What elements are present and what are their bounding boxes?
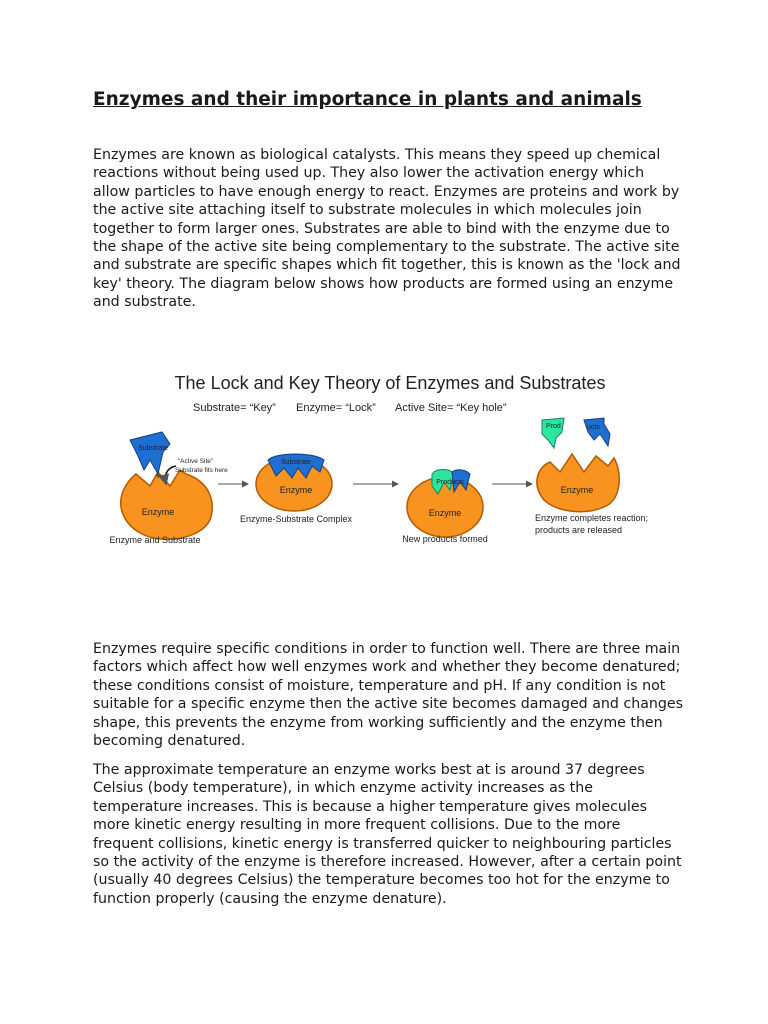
product-fragment-prod: Prod: [546, 423, 561, 430]
legend-substrate: Substrate= “Key”: [193, 402, 276, 414]
stage-products-released: [535, 418, 648, 535]
stage-enzyme-substrate-complex: [240, 454, 353, 524]
product-fragment-ucts: ucts: [587, 424, 600, 431]
enzyme-shape: [121, 470, 212, 539]
enzyme-label-3: Enzyme: [428, 508, 462, 518]
legend-enzyme: Enzyme= “Lock”: [296, 402, 376, 414]
paragraph-temperature: The approximate temperature an enzyme works best at is around 37 degrees Celsius (body temperature), in which enzyme activity increases as the temperature increases. This is because a higher temperature gives molecules more kinetic energy resulting in more frequent collisions. Due to the more frequent collisions, kinetic energy is transferred quicker to neighbouring particles so the activity of the enzyme is therefore increased. However, after a certain point (usually 40 degrees Celsius) the temperature becomes too hot for the enzyme to function properly (causing the enzyme denature).: [93, 762, 682, 907]
products-label: Products: [436, 479, 464, 486]
enzyme-shape: [537, 454, 619, 512]
substrate-shape: [130, 432, 170, 474]
paragraph-intro: Enzymes are known as biological catalysts. This means they speed up chemical reactions without being used up. They also lower the activation energy which allow particles to have enough energy to react. Enzymes are proteins and work by the active site attaching itself to substrate molecules in which molecules join together to form larger ones. Substrates are able to bind with the enzyme due to the shape of the active site being complementary to the substrate. The active site and substrate are specific shapes which fit together, this is known as the 'lock and key' theory. The diagram below shows how products are formed using an enzyme and substrate.: [93, 147, 681, 311]
caption-new-products-formed: New products formed: [402, 534, 488, 544]
substrate-label: Substrate: [281, 459, 311, 466]
diagram-title: The Lock and Key Theory of Enzymes and Substrates: [174, 373, 606, 393]
enzyme-label-1: Enzyme: [141, 507, 175, 517]
active-site-note: “Active Site”: [178, 458, 214, 465]
plus-sign: +: [155, 471, 161, 482]
legend-active-site: Active Site= “Key hole”: [395, 402, 507, 414]
enzyme-label-4: Enzyme: [560, 485, 594, 495]
enzyme-shape: [407, 477, 483, 537]
product-released-blue: [584, 418, 610, 446]
active-site-note-2: Substrate fits here: [175, 467, 228, 474]
enzyme-label-2: Enzyme: [279, 485, 313, 495]
lock-and-key-diagram: [100, 362, 680, 552]
substrate-label: Substrate: [138, 445, 168, 452]
caption-products-released: products are released: [535, 525, 623, 535]
caption-enzyme-and-substrate: Enzyme and Substrate: [109, 535, 201, 545]
paragraph-conditions: Enzymes require specific conditions in order to function well. There are three main factors which affect how well enzymes work and whether they become denatured; these conditions consist of moisture, temperature and pH. If any condition is not suitable for a specific enzyme then the active site becomes damaged and changes shape, this prevents the enzyme from working sufficiently and the enzyme then becoming denatured.: [93, 641, 684, 750]
stage-new-products-formed: [402, 470, 488, 545]
document-title: Enzymes and their importance in plants and animals: [93, 89, 642, 110]
stage-enzyme-and-substrate: [109, 432, 228, 545]
caption-reaction-complete: Enzyme completes reaction;: [535, 513, 649, 523]
caption-enzyme-substrate-complex: Enzyme-Substrate Complex: [239, 514, 353, 524]
